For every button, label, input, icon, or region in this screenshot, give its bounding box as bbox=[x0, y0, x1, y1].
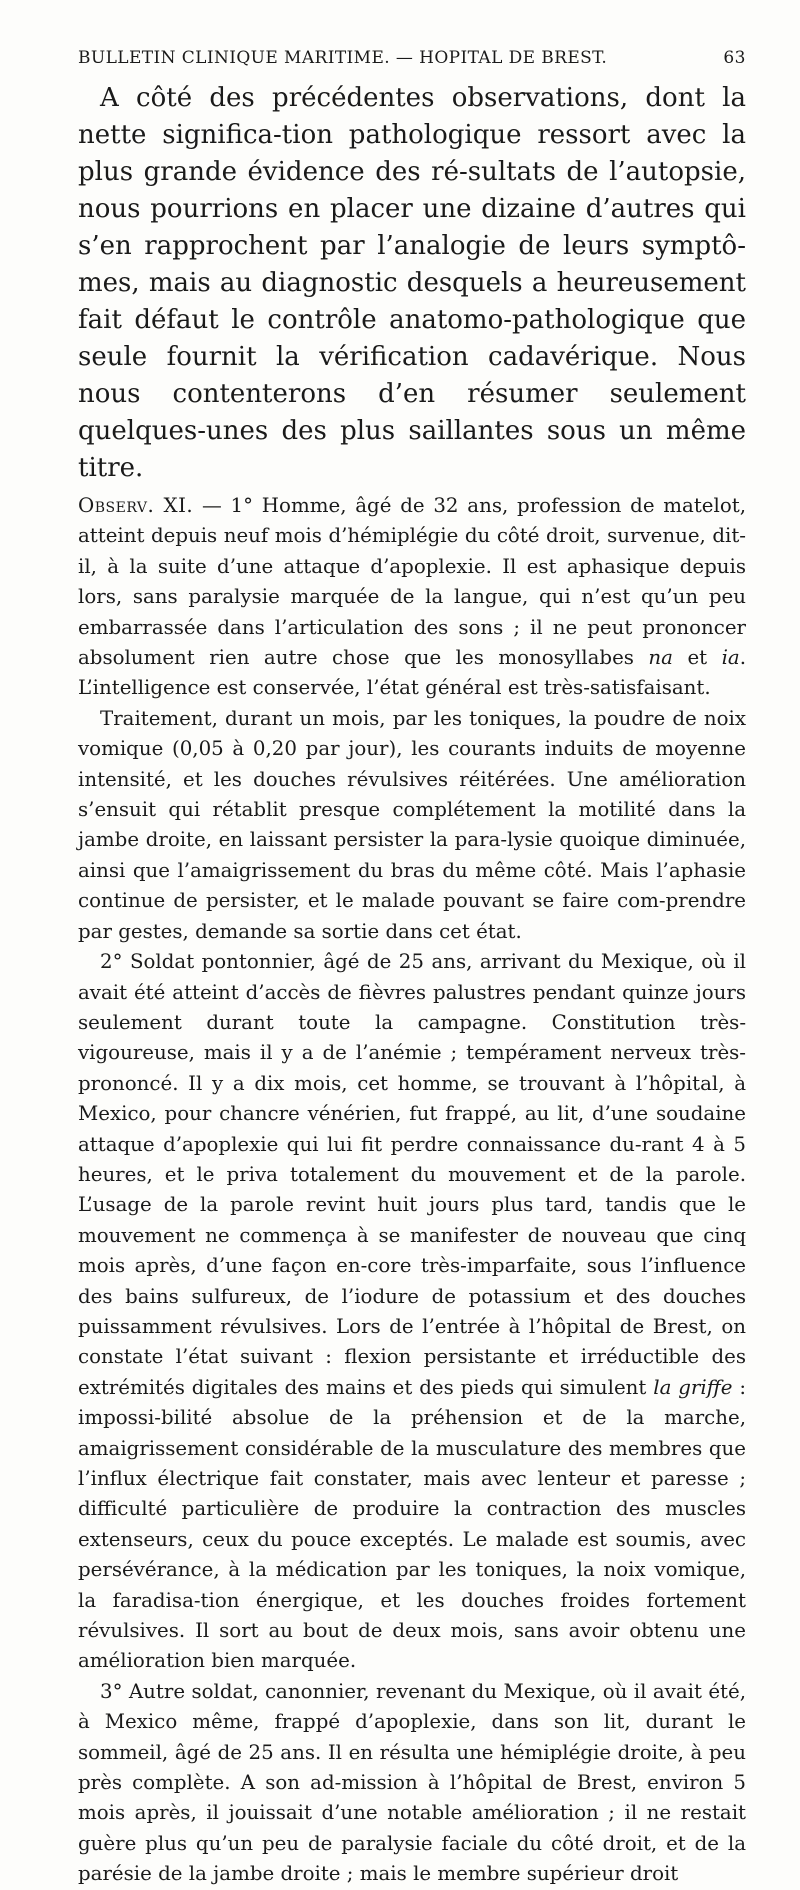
syllable-ia: ia bbox=[721, 646, 740, 670]
page-number: 63 bbox=[723, 48, 746, 68]
syllable-na: na bbox=[648, 646, 673, 670]
observation-case-1 bbox=[78, 491, 746, 704]
term-griffe: la griffe bbox=[653, 1375, 733, 1399]
case-1-text-b: . L’intelligence est conservée, l’état général est très-satisfaisant. bbox=[78, 646, 746, 700]
observation-label: Observ. XI. bbox=[78, 494, 194, 517]
observation-case-3: 3° Autre soldat, canonnier, revenant du Mexique, où il avait été, à Mexico même, frappé d’apoplexie, dans son lit, durant le sommeil, âgé de 25 ans. Il en résulta une hémiplégie droite, à peu près complète. A son ad-mission à l’hôpital de Brest, environ 5 mois après, il jouissait d’une notable amélioration ; il ne restait guère plus qu’un peu de paralysie faciale du côté droit, et de la parésie de la jambe droite ; mais le membre supérieur droit bbox=[78, 1679, 746, 1886]
case-2-text-b: : impossi-bilité absolue de la préhension et de la marche, amaigrissement considérable de la musculature des membres que l’influx électrique fait constater, mais avec lenteur et paresse ; difficulté particulière de produire la contraction des muscles extenseurs, ceux du pouce exceptés. Le malade est soumis, avec persévérance, à la médication par les toniques, la noix vomique, la faradisa-tion énergique, et les douches froides fortement révulsives. Il sort au bout de deux mois, sans avoir obtenu une amélioration bien marquée. bbox=[78, 1375, 746, 1673]
case-1-text-a: — 1° Homme, âgé de 32 ans, profession de matelot, atteint depuis neuf mois d’hémiplégie du côté droit, survenue, dit-il, à la suite d’une attaque d’apoplexie. Il est aphasique depuis lors, sans paralysie marquée de la langue, qui n’est qu’un peu embarrassée dans l’articulation des sons ; il ne peut prononcer absolument rien autre chose que les monosyllabes bbox=[78, 494, 746, 670]
observation-case-2 bbox=[78, 947, 746, 1677]
document-page bbox=[78, 48, 746, 1890]
intro-paragraph: A côté des précédentes observations, dont la nette significa-tion pathologique ressort avec la plus grande évidence des ré-sultats de l’autopsie, nous pourrions en placer une dizaine d’autres qui s’en rapprochent par l’analogie de leurs symptô-mes, mais au diagnostic desquels a heureusement fait défaut le contrôle anatomo-pathologique que seule fournit la vérification cadavérique. Nous nous contenterons d’en résumer seulement quelques-unes des plus saillantes sous un même titre. bbox=[78, 83, 746, 483]
case-1-treatment: Traitement, durant un mois, par les toniques, la poudre de noix vomique (0,05 à 0,20 par jour), les courants induits de moyenne intensité, et les douches révulsives réitérées. Une amélioration s’ensuit qui rétablit presque complétement la motilité dans la jambe droite, en laissant persister la para-lysie quoique diminuée, ainsi que l’amaigrissement du bras du même côté. Mais l’aphasie continue de persister, et le malade pouvant se faire com-prendre par gestes, demande sa sortie dans cet état. bbox=[78, 706, 746, 943]
running-title: BULLETIN CLINIQUE MARITIME. — HOPITAL DE BREST. bbox=[78, 48, 608, 68]
case-1-conjunction: et bbox=[672, 646, 722, 670]
page-header bbox=[78, 48, 746, 68]
case-2-text-a: 2° Soldat pontonnier, âgé de 25 ans, arrivant du Mexique, où il avait été atteint d’accès de fièvres palustres pendant quinze jours seulement durant toute la campagne. Constitution très-vigoureuse, mais il y a de l’anémie ; tempérament nerveux très-prononcé. Il y a dix mois, cet homme, se trouvant à l’hôpital, à Mexico, pour chancre vénérien, fut frappé, au lit, d’une soudaine attaque d’apoplexie qui lui fit perdre connaissance du-rant 4 à 5 heures, et le priva totalement du mouvement et de la parole. L’usage de la parole revint huit jours plus tard, tandis que le mouvement ne commença à se manifester de nouveau que cinq mois après, d’une façon en-core très-imparfaite, sous l’influence des bains sulfureux, de l’iodure de potassium et des douches puissamment révulsives. Lors de l’entrée à l’hôpital de Brest, on constate l’état suivant : flexion persistante et irréductible des extrémités digitales des mains et des pieds qui simulent bbox=[78, 950, 746, 1399]
